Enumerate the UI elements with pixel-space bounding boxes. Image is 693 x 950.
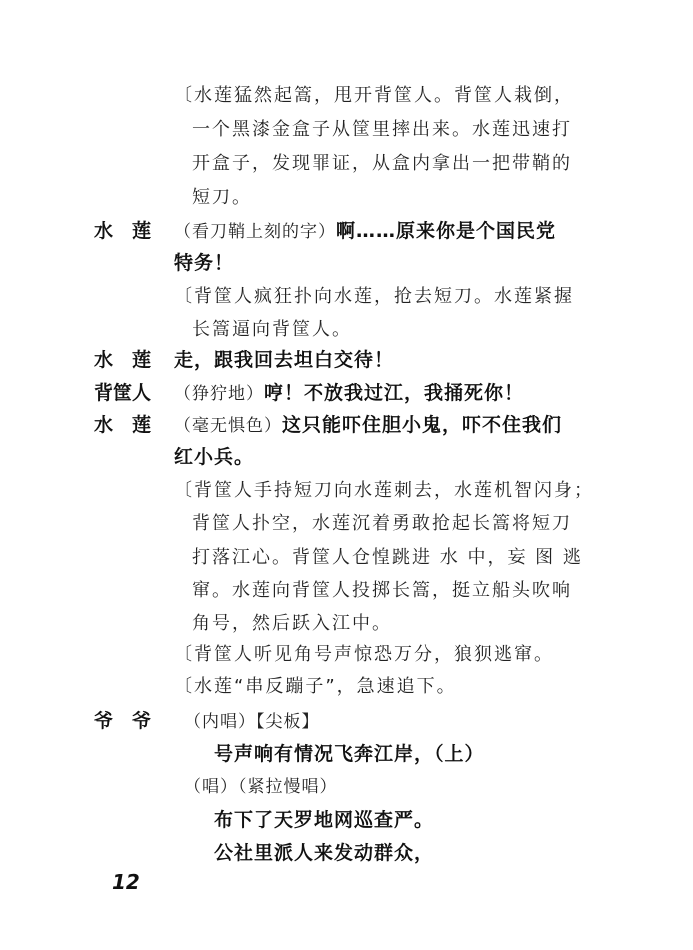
dialogue-line: 走，跟我回去坦白交待！ <box>174 349 395 371</box>
dialogue-line: 特务！ <box>174 252 235 274</box>
speaker-name: 背筐人 <box>94 382 152 404</box>
stage-direction-line: 角号，然后跃入江中。 <box>192 613 392 634</box>
stage-direction-line: 〔水莲猛然起篙，甩开背筐人。背筐人栽倒， <box>174 85 574 106</box>
singing-direction <box>184 709 320 734</box>
action-note: （内唱）【尖板】 <box>184 712 320 732</box>
stage-direction-line: 窜。水莲向背筐人投掷长篙，挺立船头吹响 <box>192 580 572 601</box>
dialogue-line <box>174 413 562 438</box>
speaker-name: 水 莲 <box>94 414 152 436</box>
speaker-name: 爷 爷 <box>94 710 152 732</box>
singing-direction: （唱）（紧拉慢唱） <box>184 777 338 797</box>
stage-direction-line: 〔水莲“串反蹦子”，急速追下。 <box>174 676 457 697</box>
speaker-name: 水 莲 <box>94 349 152 371</box>
page-number: 12 <box>112 870 140 894</box>
dialogue-line: 红小兵。 <box>174 446 255 468</box>
action-note: （毫无惧色） <box>174 416 282 436</box>
dialogue-text: 这只能吓住胆小鬼，吓不住我们 <box>282 414 563 436</box>
stage-direction-line: 打落江心。背筐人仓惶跳进 水 中，妄 图 逃 <box>192 547 583 568</box>
stage-direction-line: 〔背筐人听见角号声惊恐万分，狼狈逃窜。 <box>174 644 554 665</box>
dialogue-text: 啊……原来你是个国民党 <box>336 220 557 242</box>
stage-direction-line: 短刀。 <box>192 187 252 208</box>
stage-direction-line: 〔背筐人手持短刀向水莲刺去，水莲机智闪身； <box>174 480 594 501</box>
action-note: （狰狞地） <box>174 384 264 404</box>
stage-direction-line: 背筐人扑空，水莲沉着勇敢抢起长篙将短刀 <box>192 513 572 534</box>
stage-direction-line: 开盒子，发现罪证，从盒内拿出一把带鞘的 <box>192 153 572 174</box>
lyric-line: 布下了天罗地网巡查严。 <box>214 809 435 831</box>
action-note: （看刀鞘上刻的字） <box>174 222 336 242</box>
speaker-name: 水 莲 <box>94 220 152 242</box>
dialogue-line <box>174 381 524 406</box>
lyric-line: 号声响有情况飞奔江岸，（上） <box>214 743 485 765</box>
dialogue-line <box>174 219 556 244</box>
stage-direction-line: 长篙逼向背筐人。 <box>192 319 352 340</box>
stage-direction-line: 〔背筐人疯狂扑向水莲，抢去短刀。水莲紧握 <box>174 286 574 307</box>
lyric-line: 公社里派人来发动群众， <box>214 842 435 864</box>
dialogue-text: 哼！不放我过江，我捅死你！ <box>264 382 525 404</box>
stage-direction-line: 一个黑漆金盒子从筐里摔出来。水莲迅速打 <box>192 119 572 140</box>
